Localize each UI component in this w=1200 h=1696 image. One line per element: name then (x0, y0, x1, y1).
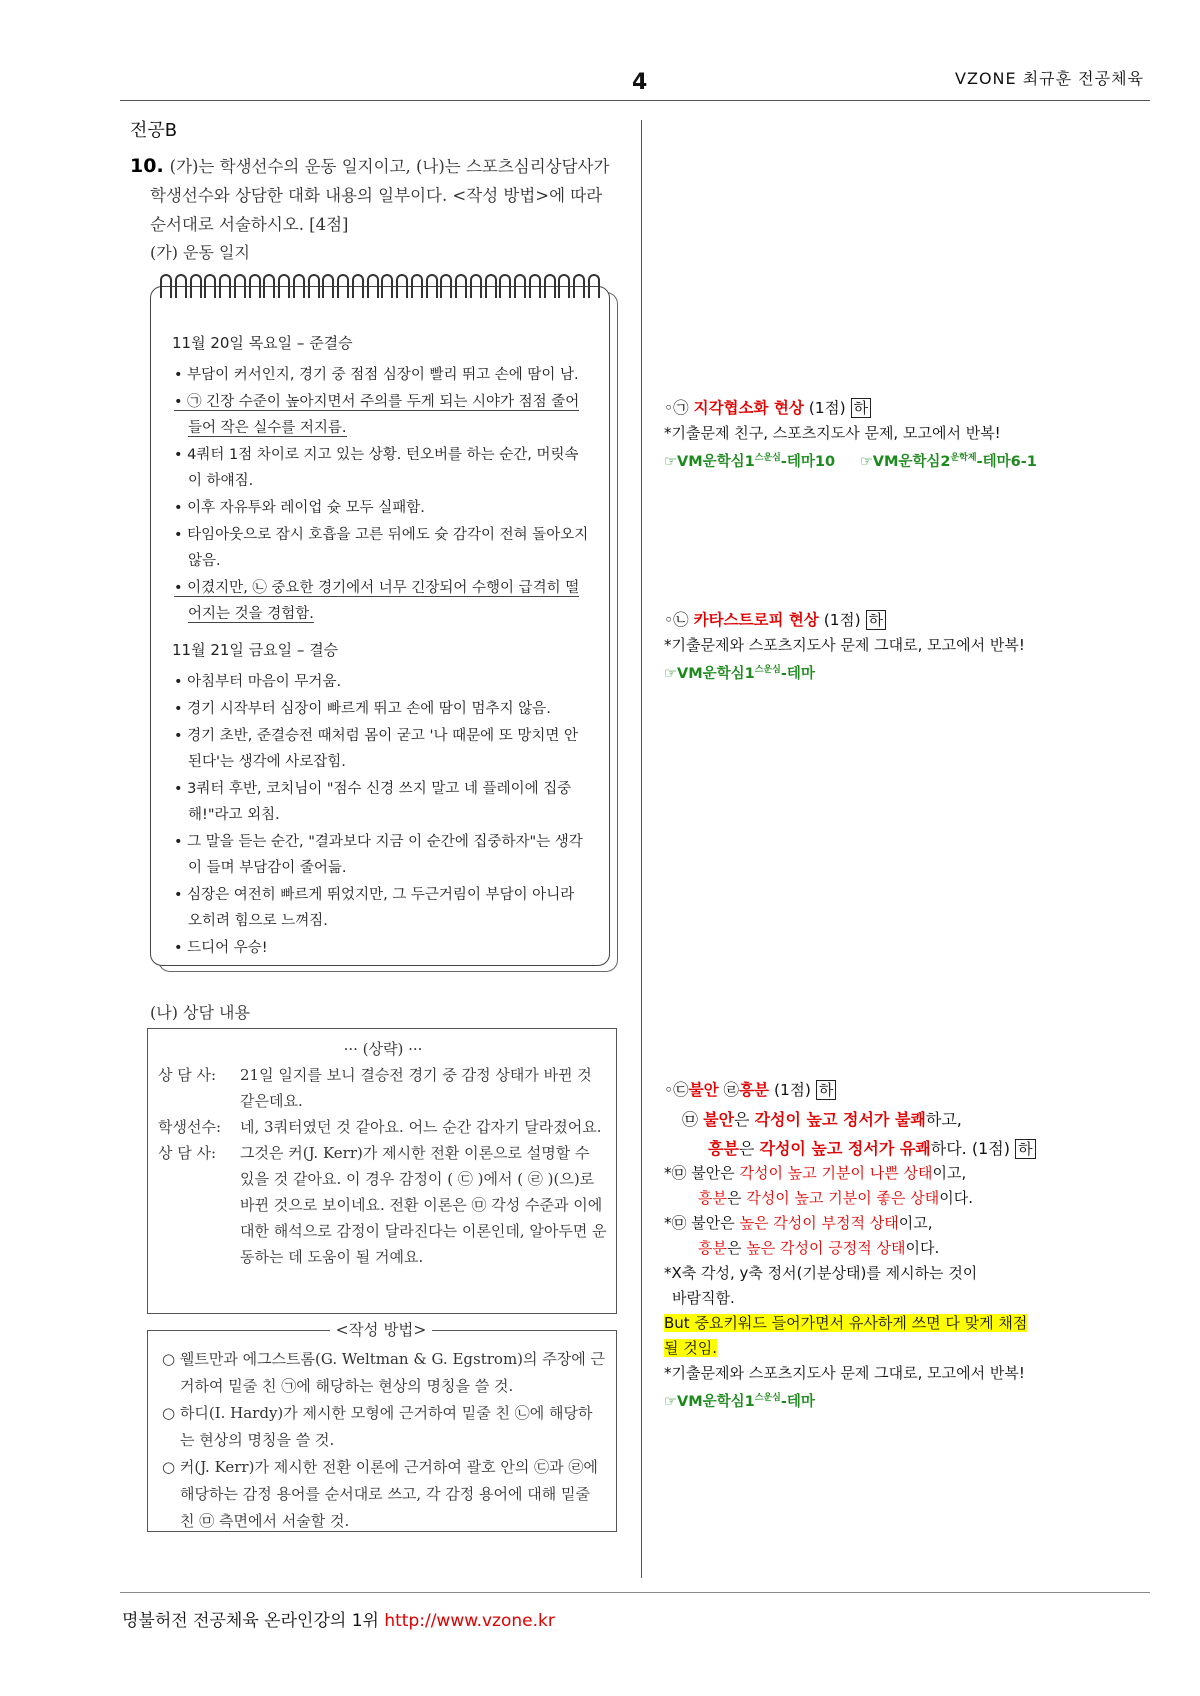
answer-mark: ◦㉠ (664, 399, 689, 417)
speaker: 상 담 사: (158, 1066, 217, 1084)
ring-icon (160, 274, 172, 298)
dialog-row (158, 1062, 608, 1114)
method-item: ○ 커(J. Kerr)가 제시한 전환 이론에 근거하여 괄호 안의 ㉢과 ㉣에 해당하는 감정 용어를 순서대로 쓰고, 각 감정 용어에 대해 밑줄 친 ㉤ 측면에서 서술할 것. (162, 1458, 598, 1530)
ring-icon (190, 274, 202, 298)
answer-mark: ㉣ (723, 1081, 740, 1099)
journal-label: (가) 운동 일지 (150, 243, 250, 262)
journal-item: • 4쿼터 1점 차이로 지고 있는 상황. 턴오버를 하는 순간, 머릿속이 하얘짐. (174, 447, 579, 489)
ring-icon (234, 274, 246, 298)
reference-link[interactable]: ☞VM운학심$2^{운학제}-$테마6-1 (859, 453, 1037, 470)
utterance: 그것은 커(J. Kerr)가 제시한 전환 이론으로 설명할 수 있을 것 같아요. 이 경우 감정이 ( ㉢ )에서 ( ㉣ )(으)로 바뀐 것으로 보이네요. 전환 이론은 ㉤ 각성 수준과 이에 대한 해석으로 감정이 달라진다는 이론인데, 알아두면 운동하는 데 도움이 될 거예요. (240, 1144, 607, 1266)
section-label: 전공B (130, 120, 178, 141)
answer-3-head (664, 1078, 1174, 1103)
journal-item: • 경기 시작부터 심장이 빠르게 뛰고 손에 땀이 멈추지 않음. (174, 701, 551, 717)
journal-item: • 심장은 여전히 빠르게 뛰었지만, 그 두근거림이 부담이 아니라 오히려 힘으로 느껴짐. (174, 887, 575, 929)
ring-icon (293, 274, 305, 298)
journal-item: • 드디어 우승! (174, 940, 268, 956)
journal-item-underlined (172, 389, 592, 441)
answer-score: (1점) (808, 399, 846, 417)
ring-icon (396, 274, 408, 298)
speaker: 학생선수: (158, 1118, 222, 1136)
journal-item-underlined (172, 575, 592, 627)
dialog-row (158, 1114, 608, 1140)
footer-divider (120, 1592, 1150, 1593)
ring-icon (322, 274, 334, 298)
ring-icon (219, 274, 231, 298)
answer-mark: ◦㉡ (664, 611, 689, 629)
journal-item: • 부담이 커서인지, 경기 중 점점 심장이 빨리 뛰고 손에 땀이 남. (174, 367, 579, 383)
utterance: 네, 3쿼터였던 것 같아요. 어느 순간 갑자기 달라졌어요. (240, 1118, 602, 1136)
answer-note: *기출문제와 스포츠지도사 문제 그대로, 모고에서 반복! (664, 636, 1025, 654)
ring-icon (573, 274, 585, 298)
grading-note: But 중요키워드 들어가면서 유사하게 쓰면 다 맞게 채점 될 것임. (664, 1314, 1028, 1357)
question-line-2: 학생선수와 상담한 대화 내용의 일부이다. <작성 방법>에 따라 (150, 186, 603, 205)
ring-icon (499, 274, 511, 298)
ring-icon (263, 274, 275, 298)
answer-term: 카타스트로피 현상 (693, 611, 819, 629)
answer-refs (664, 1386, 1174, 1415)
answer-1 (664, 396, 1164, 475)
speaker: 상 담 사: (158, 1144, 217, 1162)
underline-giyeok: • ㉠ 긴장 수준이 높아지면서 주의를 두게 되는 시야가 점점 줄어들어 작은 실수를 저지름. (174, 394, 580, 436)
method-item: ○ 웰트만과 에그스트롬(G. Weltman & G. Egstrom)의 주장에 근거하여 밑줄 친 ㉠에 해당하는 현상의 명칭을 쓸 것. (162, 1350, 606, 1395)
question-text (130, 152, 630, 239)
difficulty-badge: 하 (866, 610, 887, 630)
difficulty-badge: 하 (1015, 1139, 1036, 1159)
reference-link[interactable]: ☞VM운학심$1^{스운심}-$테마 (664, 665, 815, 682)
ring-icon (440, 274, 452, 298)
brand-label: VZONE 최규훈 전공체육 (955, 69, 1144, 88)
ring-icon (529, 274, 541, 298)
answer-1-head (664, 396, 1164, 421)
ring-icon (544, 274, 556, 298)
answer-score: (1점) (773, 1081, 811, 1099)
answer-note: *기출문제 친구, 스포츠지도사 문제, 모고에서 반복! (664, 424, 1001, 442)
axis-note: *X축 각성, y축 정서(기분상태)를 제시하는 것이 바람직함. (664, 1264, 978, 1307)
footer (122, 1606, 555, 1631)
ring-icon (175, 274, 187, 298)
difficulty-badge: 하 (851, 398, 872, 418)
answer-2 (664, 608, 1164, 687)
column-divider (641, 120, 642, 1578)
journal-item: • 3쿼터 후반, 코치님이 "점수 신경 쓰지 말고 네 플레이에 집중해!"라고 외침. (174, 781, 572, 823)
journal-day-1: 11월 20일 목요일 – 준결승 (172, 334, 353, 352)
ring-icon (337, 274, 349, 298)
ring-icon (352, 274, 364, 298)
journal-item: • 경기 초반, 준결승전 때처럼 몸이 굳고 '나 때문에 또 망치면 안 된다'는 생각에 사로잡힘. (174, 728, 579, 770)
ring-icon (485, 274, 497, 298)
ring-icon (455, 274, 467, 298)
answer-refs (664, 658, 1164, 687)
underline-nieun: • 이겼지만, ㉡ 중요한 경기에서 너무 긴장되어 수행이 급격히 떨어지는 것을 경험함. (174, 580, 580, 622)
method-title (147, 1318, 615, 1340)
ring-icon (308, 274, 320, 298)
method-body (160, 1346, 606, 1535)
answer-term: 불안 (688, 1081, 719, 1099)
journal-item: • 타임아웃으로 잠시 호흡을 고른 뒤에도 슛 감각이 전혀 돌아오지 않음. (174, 527, 589, 569)
answer-term: 지각협소화 현상 (693, 399, 804, 417)
difficulty-badge: 하 (816, 1080, 837, 1100)
alt-answer-2: *㉤ 불안은 높은 각성이 부정적 상태이고, 흥분은 높은 각성이 긍정적 상태이다. (664, 1214, 940, 1257)
journal-item: • 아침부터 마음이 무거움. (174, 674, 342, 690)
footer-url-link[interactable]: http://www.vzone.kr (384, 1611, 555, 1631)
footer-text: 명불허전 전공체육 온라인강의 1위 (122, 1611, 379, 1631)
ring-icon (470, 274, 482, 298)
ring-icon (411, 274, 423, 298)
ring-icon (204, 274, 216, 298)
question-line-3: 순서대로 서술하시오. [4점] (150, 215, 349, 234)
ring-icon (426, 274, 438, 298)
answer-score: (1점) (823, 611, 861, 629)
ring-icon (588, 274, 600, 298)
ring-icon (514, 274, 526, 298)
method-item: ○ 하디(I. Hardy)가 제시한 모형에 근거하여 밑줄 친 ㉡에 해당하는 현상의 명칭을 쓸 것. (162, 1404, 593, 1449)
journal-item: • 그 말을 듣는 순간, "결과보다 지금 이 순간에 집중하자"는 생각이 들며 부담감이 줄어듦. (174, 834, 583, 876)
counsel-body (158, 1036, 608, 1270)
reference-link[interactable]: ☞VM운학심$1^{스운심}-$테마10 (664, 453, 836, 470)
answer-term: 흥분 (739, 1081, 770, 1099)
page-number: 4 (632, 70, 648, 95)
answer-note: *기출문제와 스포츠지도사 문제 그대로, 모고에서 반복! (664, 1364, 1025, 1382)
ring-icon (367, 274, 379, 298)
answer-3 (664, 1078, 1174, 1415)
counsel-label: (나) 상담 내용 (150, 1003, 250, 1022)
journal-body (172, 326, 592, 962)
answer-2-head (664, 608, 1164, 633)
question-line-1: (가)는 학생선수의 운동 일지이고, (나)는 스포츠심리상담사가 (169, 157, 610, 176)
utterance: 21일 일지를 보니 결승전 경기 중 감정 상태가 바뀐 것 같은데요. (240, 1066, 592, 1110)
question-number: 10. (130, 155, 164, 177)
answer-refs (664, 446, 1164, 475)
method-title-text: <작성 방법> (330, 1321, 433, 1339)
alt-answer-1: *㉤ 불안은 각성이 높고 기분이 나쁜 상태이고, 흥분은 각성이 높고 기분이 좋은 상태이다. (664, 1164, 973, 1207)
journal-day-2: 11월 21일 금요일 – 결승 (172, 641, 339, 659)
ring-icon (381, 274, 393, 298)
ring-icon (278, 274, 290, 298)
ring-icon (249, 274, 261, 298)
omitted-note: ··· (상략) ··· (343, 1040, 423, 1058)
ring-icon (558, 274, 570, 298)
journal-item: • 이후 자유투와 레이업 슛 모두 실패함. (174, 500, 425, 516)
header-divider (120, 100, 1150, 101)
notebook-rings (160, 274, 600, 304)
answer-mark: ◦㉢ (664, 1081, 689, 1099)
dialog-row (158, 1140, 608, 1270)
answer-3-line-3: 흥분은 각성이 높고 정서가 유쾌하다. (1점) 하 (664, 1136, 1174, 1161)
answer-3-line-2: ㉤ 불안은 각성이 높고 정서가 불쾌하고, (682, 1110, 962, 1129)
reference-link[interactable]: ☞VM운학심$1^{스운심}-$테마 (664, 1393, 815, 1410)
